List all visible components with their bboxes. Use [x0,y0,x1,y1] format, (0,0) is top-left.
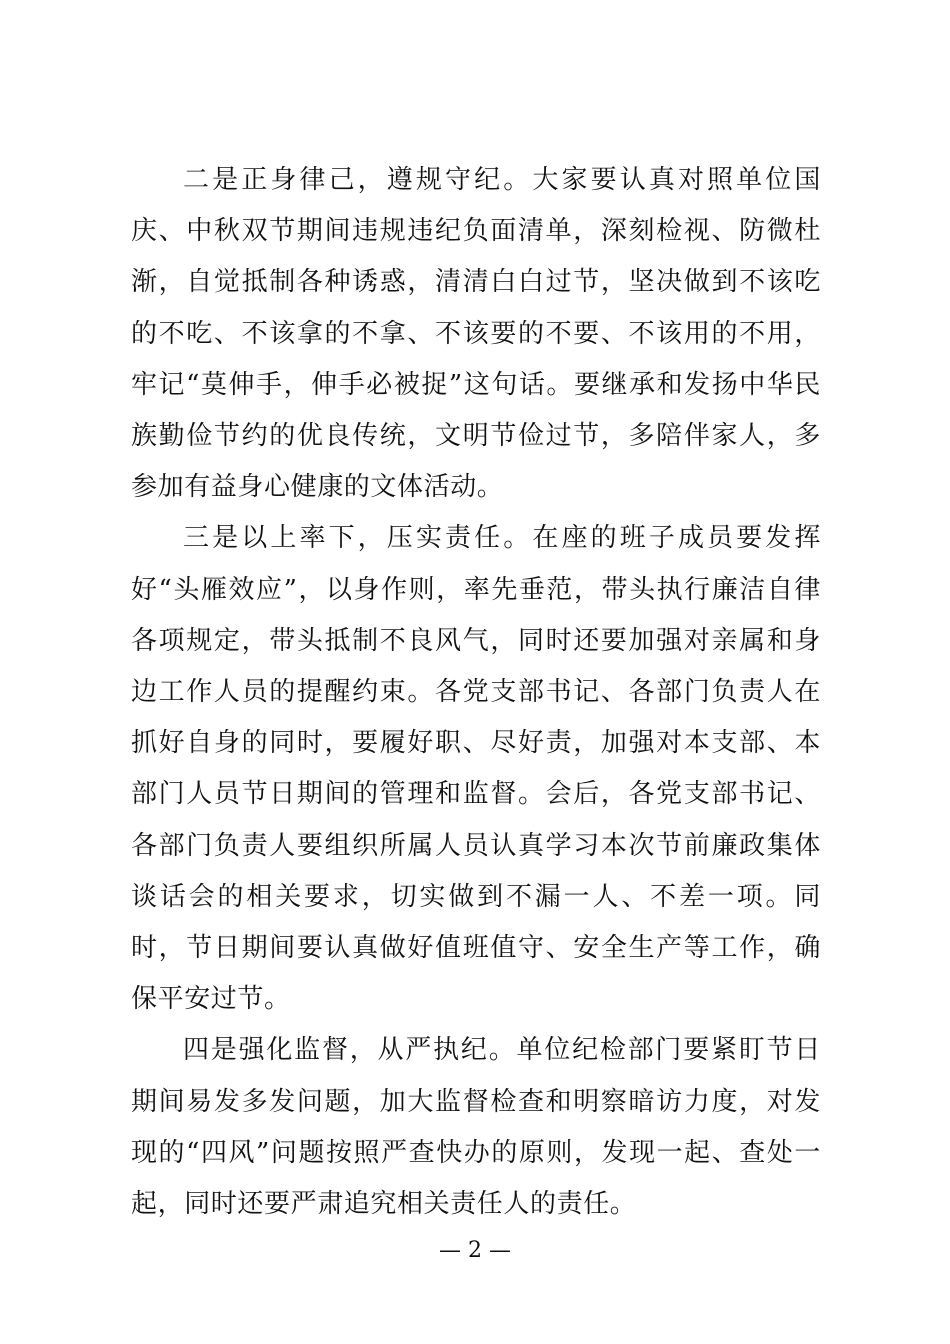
paragraph-responsibility: 三是以上率下，压实责任。在座的班子成员要发挥好“头雁效应”，以身作则，率先垂范，带头执行廉洁自律各项规定，带头抵制不良风气，同时还要加强对亲属和身边工作人员的提醒约束。各党支部书记、各部门负责人在抓好自身的同时，要履好职、尽好责，加强对本支部、本部门人员节日期间的管理和监督。会后，各党支部书记、各部门负责人要组织所属人员认真学习本次节前廉政集体谈话会的相关要求，切实做到不漏一人、不差一项。同时，节日期间要认真做好值班值守、安全生产等工作，确保平安过节。 [131,523,821,1015]
paragraph-supervision: 四是强化监督，从严执纪。单位纪检部门要紧盯节日期间易发多发问题，加大监督检查和明察暗访力度，对发现的“四风”问题按照严查快办的原则，发现一起、查处一起，同时还要严肃追究相关责任人的责任。 [131,1035,821,1220]
paragraph-discipline: 二是正身律己，遵规守纪。大家要认真对照单位国庆、中秋双节期间违规违纪负面清单，深刻检视、防微杜渐，自觉抵制各种诱惑，清清白白过节，坚决做到不该吃的不吃、不该拿的不拿、不该要的不要、不该用的不用，牢记“莫伸手，伸手必被捉”这句话。要继承和发扬中华民族勤俭节约的优良传统，文明节俭过节，多陪伴家人，多参加有益身心健康的文体活动。 [131,165,821,503]
page-number: — 2 — [439,1238,511,1263]
document-body [131,155,821,1230]
